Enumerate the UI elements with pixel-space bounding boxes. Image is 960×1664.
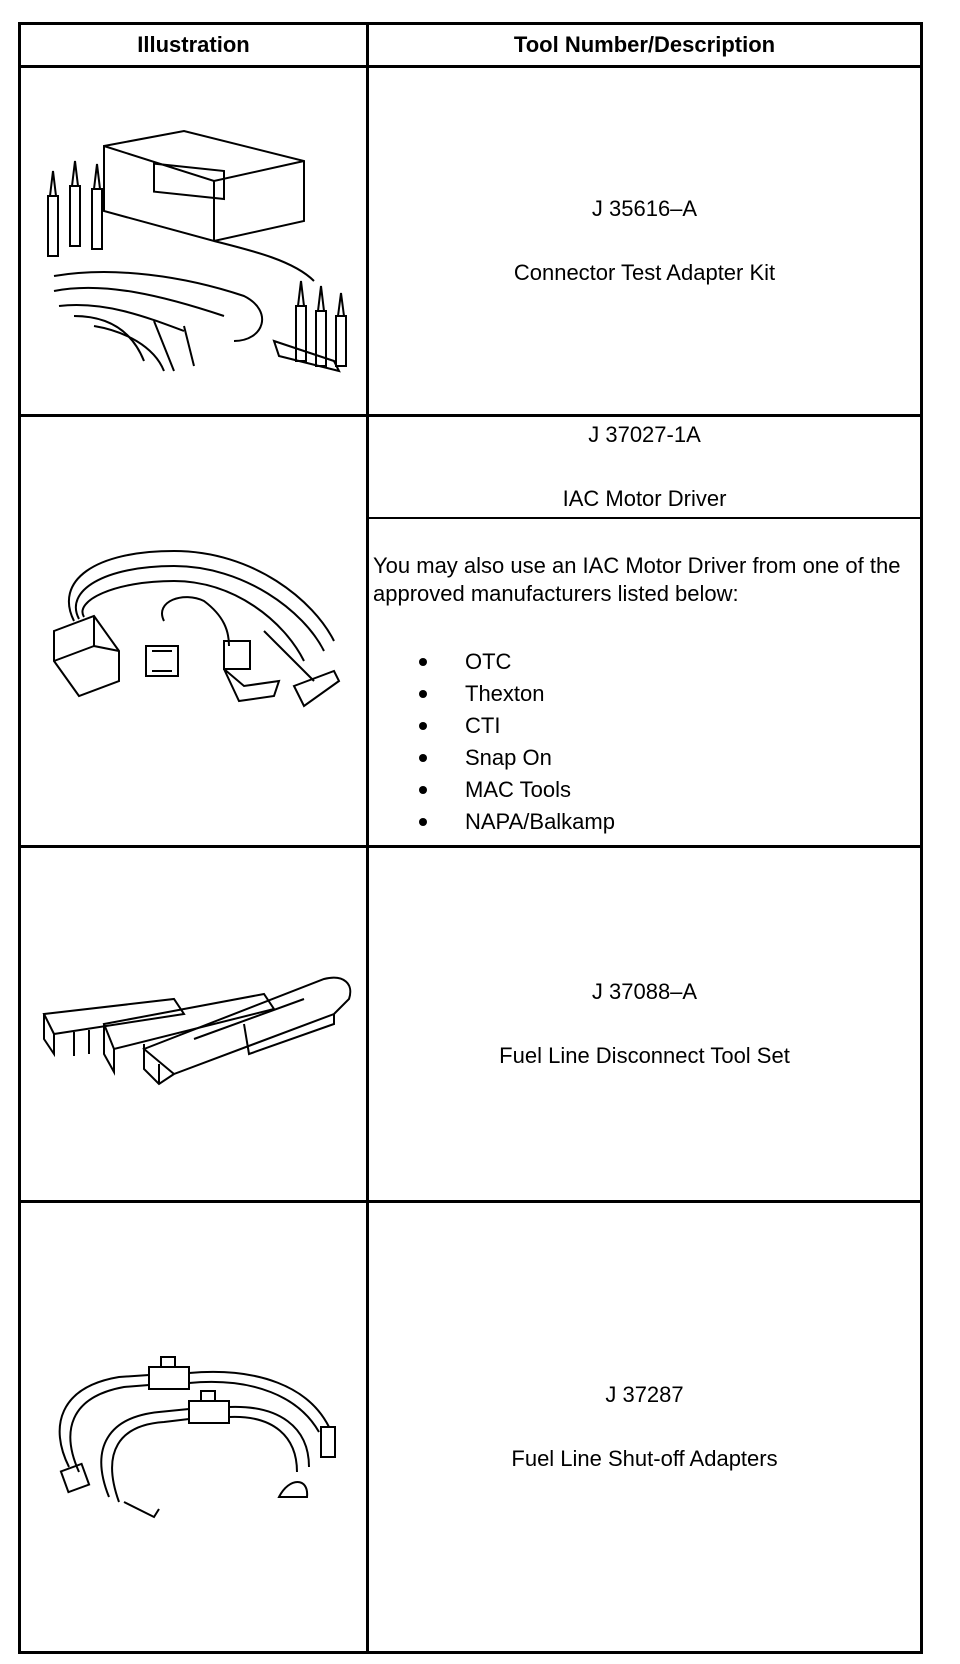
tool-cell	[369, 68, 920, 414]
bullet-icon	[419, 690, 427, 698]
bullet-icon	[419, 658, 427, 666]
list-item: CTI	[373, 710, 913, 742]
manufacturer-list	[373, 646, 913, 838]
tool-description: Fuel Line Shut-off Adapters	[511, 1446, 778, 1471]
tool-number: J 37287	[605, 1382, 684, 1407]
cell-divider	[369, 517, 920, 519]
tool-cell	[369, 848, 920, 1200]
bullet-icon	[419, 722, 427, 730]
tool-number: J 35616–A	[591, 196, 698, 221]
bullet-icon	[419, 818, 427, 826]
connector-test-adapter-kit-icon	[21, 68, 366, 414]
note-text: You may also use an IAC Motor Driver from one of the approved manufacturers listed below:	[373, 553, 901, 606]
tool-table	[18, 22, 923, 1654]
bullet-icon	[419, 786, 427, 794]
tool-cell	[369, 417, 920, 517]
iac-motor-driver-icon	[21, 417, 366, 845]
list-item: MAC Tools	[373, 774, 913, 806]
tool-description: IAC Motor Driver	[562, 486, 727, 511]
header-tool-description: Tool Number/Description	[513, 32, 776, 57]
tool-number: J 37027-1A	[588, 422, 701, 447]
header-illustration: Illustration	[137, 32, 250, 57]
bullet-icon	[419, 754, 427, 762]
list-item: Thexton	[373, 678, 913, 710]
fuel-line-shutoff-adapters-icon	[21, 1203, 366, 1651]
list-item: Snap On	[373, 742, 913, 774]
tool-cell	[369, 1203, 920, 1651]
list-item: NAPA/Balkamp	[373, 806, 913, 838]
list-item: OTC	[373, 646, 913, 678]
tool-number: J 37088–A	[591, 979, 698, 1004]
tool-description: Fuel Line Disconnect Tool Set	[499, 1043, 790, 1068]
fuel-line-disconnect-tool-set-icon	[21, 848, 366, 1200]
manufacturer-note	[373, 552, 913, 838]
tool-description: Connector Test Adapter Kit	[513, 260, 776, 285]
